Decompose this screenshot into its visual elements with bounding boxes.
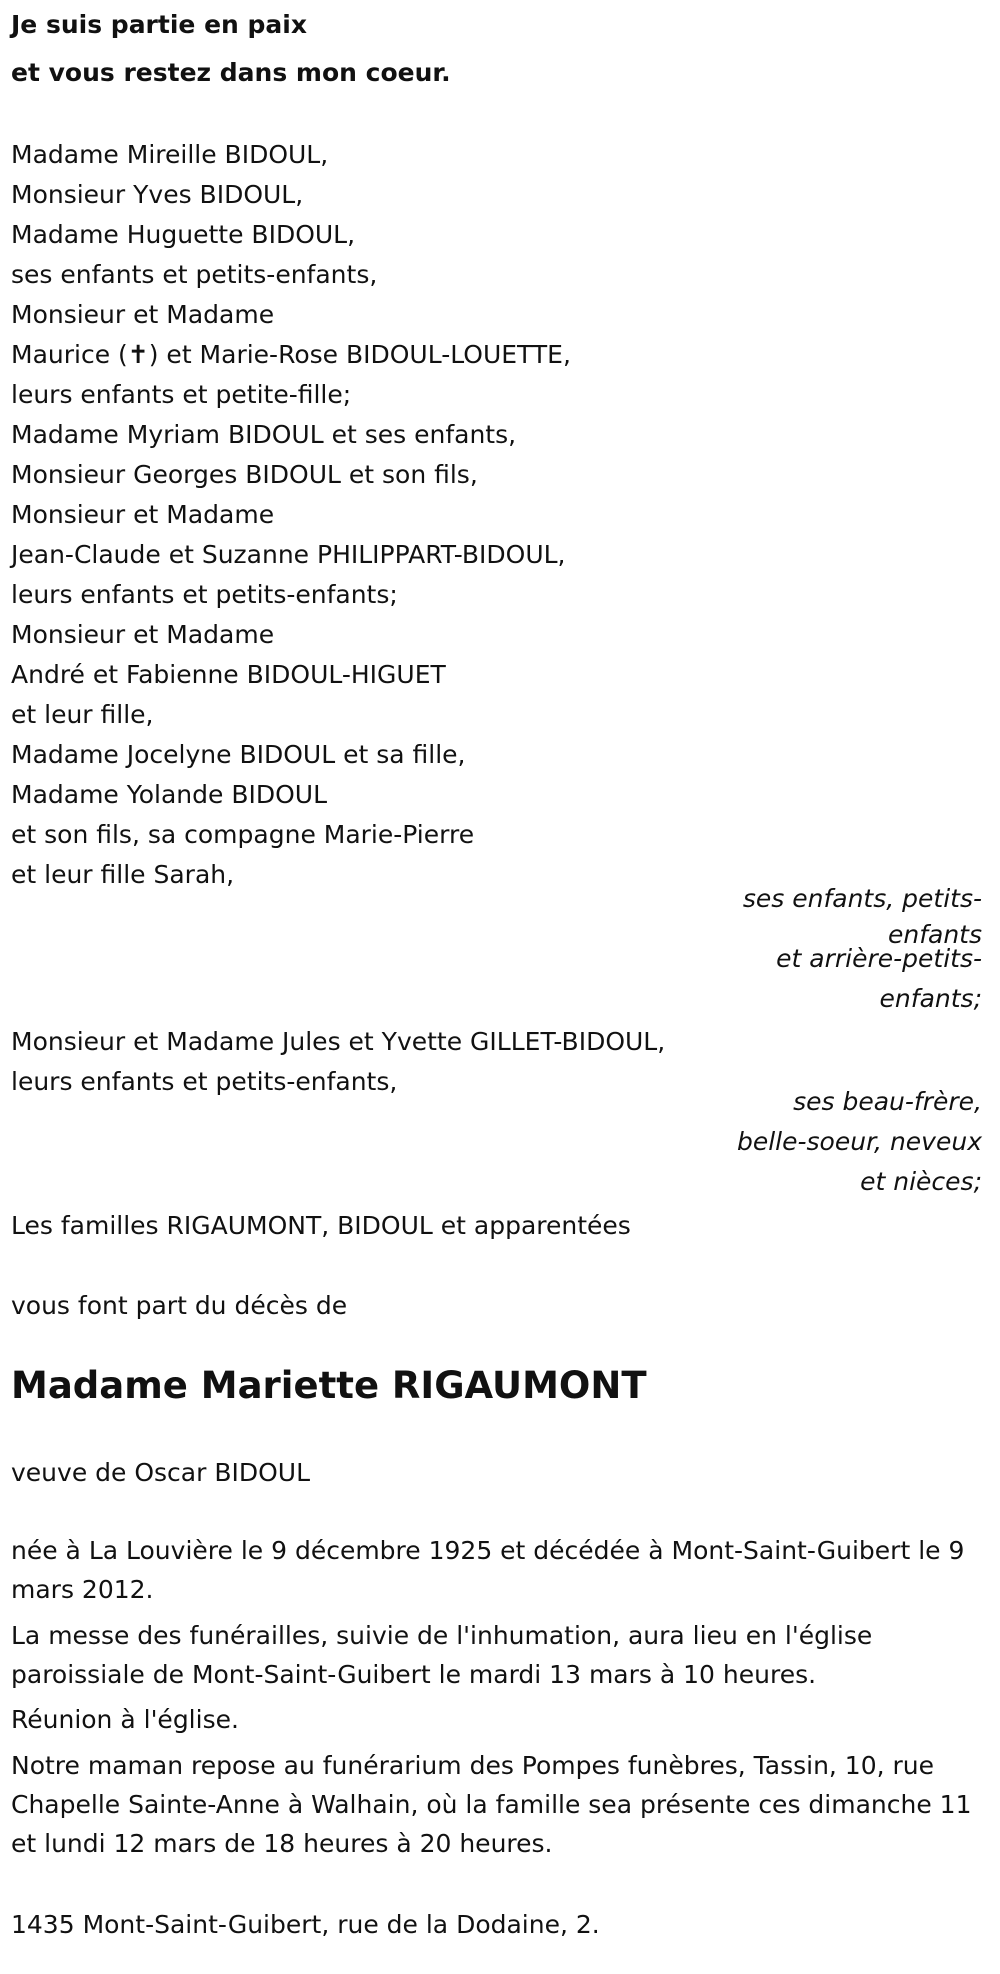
relation-caption: ses enfants, petits- (742, 884, 982, 913)
funerarium-paragraph: Notre maman repose au funérarium des Pompes funèbres, Tassin, 10, rue Chapelle Sainte-Anne à Walhain, où la famille sea présente ces dimanche 11 et lundi 12 mars de 18 heures à 20 heures. (11, 1751, 972, 1858)
family-line: et leur fille, (11, 700, 154, 729)
relation-caption: et nièces; (860, 1167, 982, 1196)
family-line: et leur fille Sarah, (11, 860, 235, 889)
funeral-paragraph: La messe des funérailles, suivie de l'inhumation, aura lieu en l'église paroissiale de Mont-Saint-Guibert le mardi 13 mars à 10 heures. (11, 1621, 873, 1689)
family-line: Monsieur Georges BIDOUL et son fils, (11, 460, 478, 489)
family-line: Maurice (✝) et Marie-Rose BIDOUL-LOUETTE, (11, 340, 571, 369)
relation-caption: et arrière-petits- (776, 944, 982, 973)
family-line: ses enfants et petits-enfants, (11, 260, 378, 289)
family-line: Madame Jocelyne BIDOUL et sa fille, (11, 740, 466, 769)
deceased-name: Madame Mariette RIGAUMONT (11, 1364, 647, 1407)
relation-caption: belle-soeur, neveux (736, 1127, 982, 1156)
announcement-line: vous font part du décès de (11, 1291, 348, 1320)
families-line: Les familles RIGAUMONT, BIDOUL et apparentées (11, 1211, 631, 1240)
relation-caption: ses beau-frère, (793, 1087, 982, 1116)
family-line: leurs enfants et petite-fille; (11, 380, 352, 409)
epigraph-line-1: Je suis partie en paix (11, 10, 307, 39)
family-line: Madame Huguette BIDOUL, (11, 220, 356, 249)
family-line: Monsieur et Madame (11, 620, 275, 649)
family-line: Madame Yolande BIDOUL (11, 780, 327, 809)
family-line: leurs enfants et petits-enfants, (11, 1067, 398, 1096)
family-line: Monsieur et Madame (11, 500, 275, 529)
family-line: Monsieur Yves BIDOUL, (11, 180, 304, 209)
relation-caption: enfants (887, 920, 982, 949)
widow-line: veuve de Oscar BIDOUL (11, 1458, 311, 1487)
family-line: leurs enfants et petits-enfants; (11, 580, 398, 609)
family-line: André et Fabienne BIDOUL-HIGUET (11, 660, 446, 689)
family-line: Madame Myriam BIDOUL et ses enfants, (11, 420, 517, 449)
birth-death-paragraph: née à La Louvière le 9 décembre 1925 et décédée à Mont-Saint-Guibert le 9 mars 2012. (11, 1536, 965, 1604)
family-line: et son fils, sa compagne Marie-Pierre (11, 820, 475, 849)
address-line: 1435 Mont-Saint-Guibert, rue de la Dodaine, 2. (11, 1910, 600, 1939)
family-line: Monsieur et Madame (11, 300, 275, 329)
family-line: Jean-Claude et Suzanne PHILIPPART-BIDOUL, (11, 540, 566, 569)
family-line: Madame Mireille BIDOUL, (11, 140, 329, 169)
family-line: Monsieur et Madame Jules et Yvette GILLET-BIDOUL, (11, 1027, 666, 1056)
relation-caption: enfants; (879, 984, 982, 1013)
epigraph-line-2: et vous restez dans mon coeur. (11, 58, 451, 87)
reunion-paragraph: Réunion à l'église. (11, 1705, 239, 1734)
